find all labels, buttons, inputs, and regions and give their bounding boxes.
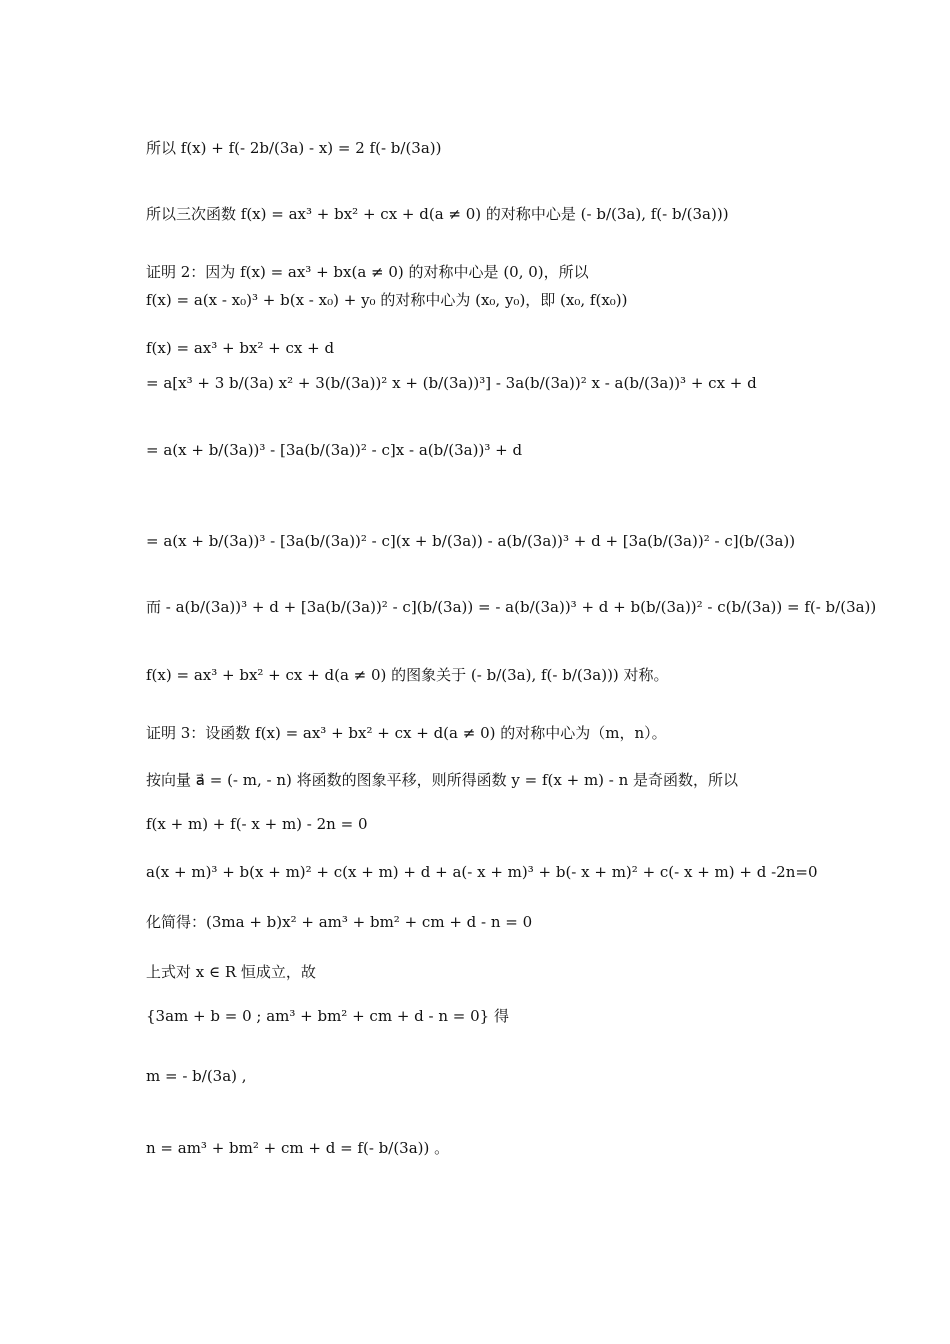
text-line: 所以三次函数 f(x) = ax³ + bx² + cx + d(a ≠ 0) 的对称中心是 (- b/(3a), f(- b/(3a))) <box>146 205 729 223</box>
text-line: 所以 f(x) + f(- 2b/(3a) - x) = 2 f(- b/(3a)) <box>146 139 442 157</box>
text-line: 上式对 x ∈ R 恒成立，故 <box>146 963 316 981</box>
text-line: 而 - a(b/(3a))³ + d + [3a(b/(3a))² - c](b/(3a)) = - a(b/(3a))³ + d + b(b/(3a))² - c(b/(3a)) = f(- b/(3a)) <box>146 598 877 616</box>
text-line: = a(x + b/(3a))³ - [3a(b/(3a))² - c](x + b/(3a)) - a(b/(3a))³ + d + [3a(b/(3a))² - c](b/(3a)) <box>146 532 796 550</box>
text-line: f(x) = a(x - x₀)³ + b(x - x₀) + y₀ 的对称中心为 (x₀, y₀)，即 (x₀, f(x₀)) <box>146 291 628 309</box>
text-line: m = - b/(3a) , <box>146 1067 247 1085</box>
text-line: = a(x + b/(3a))³ - [3a(b/(3a))² - c]x - a(b/(3a))³ + d <box>146 441 523 459</box>
text-line: a(x + m)³ + b(x + m)² + c(x + m) + d + a(- x + m)³ + b(- x + m)² + c(- x + m) + d -2n=0 <box>146 863 818 881</box>
text-line: 证明 2：因为 f(x) = ax³ + bx(a ≠ 0) 的对称中心是 (0, 0)，所以 <box>146 263 589 281</box>
text-line: 化简得：(3ma + b)x² + am³ + bm² + cm + d - n = 0 <box>146 913 533 931</box>
text-line: = a[x³ + 3 b/(3a) x² + 3(b/(3a))² x + (b/(3a))³] - 3a(b/(3a))² x - a(b/(3a))³ + cx + d <box>146 374 757 392</box>
text-line: {3am + b = 0 ; am³ + bm² + cm + d - n = 0} 得 <box>146 1007 509 1025</box>
text-line: 证明 3：设函数 f(x) = ax³ + bx² + cx + d(a ≠ 0) 的对称中心为（m，n）。 <box>146 724 667 742</box>
text-line: n = am³ + bm² + cm + d = f(- b/(3a)) 。 <box>146 1139 450 1157</box>
text-line: f(x) = ax³ + bx² + cx + d <box>146 339 335 357</box>
text-line: f(x + m) + f(- x + m) - 2n = 0 <box>146 815 368 833</box>
text-line: f(x) = ax³ + bx² + cx + d(a ≠ 0) 的图象关于 (- b/(3a), f(- b/(3a))) 对称。 <box>146 666 669 684</box>
text-line: 按向量 a⃗ = (- m, - n) 将函数的图象平移，则所得函数 y = f(x + m) - n 是奇函数，所以 <box>146 771 739 789</box>
